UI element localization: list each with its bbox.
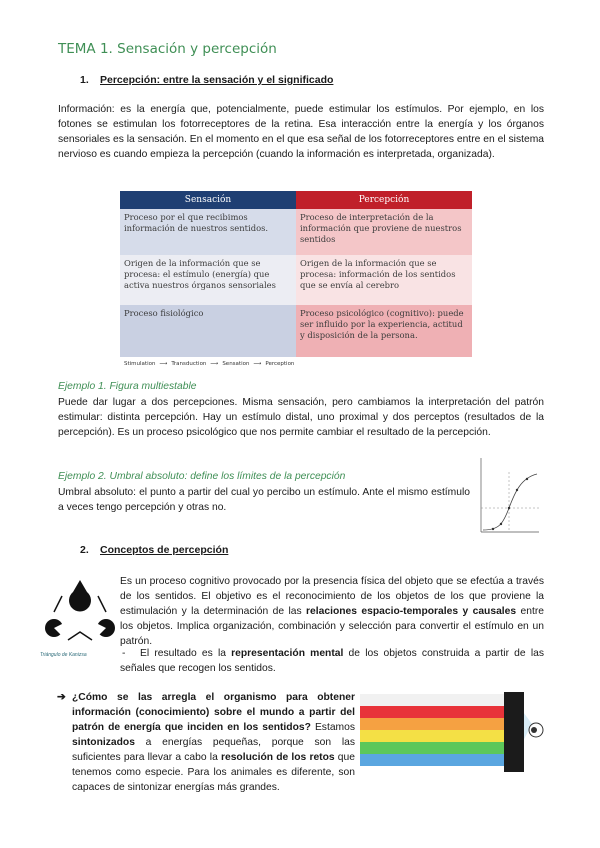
flow-arrow-icon: ⟶ bbox=[210, 361, 219, 367]
flow-perception: Perception bbox=[265, 361, 295, 367]
header-sensation: Sensación bbox=[120, 191, 296, 209]
data-point bbox=[526, 478, 528, 480]
bullet-text-a: El resultado es la bbox=[140, 648, 232, 659]
intro-paragraph: Información: es la energía que, potencialmente, puede estimular los estímulos. Por ejemplo, en los fotones se estimulan los fotorreceptores de la retina. Esa interacción entre la energía y los órganos sensoriales es la sensación. En el momento en el que esa señal de los fotorreceptores entre en el sistema nervioso es cuando empieza la percepción (cuando la información es interpretada, organizada). bbox=[58, 104, 544, 160]
bullet-text-c: de los objetos construida a partir de las señales que recogen los sentidos. bbox=[120, 648, 544, 674]
data-point bbox=[492, 528, 494, 530]
label-column bbox=[504, 692, 524, 772]
concept-paragraph bbox=[120, 574, 544, 649]
example-2-title: Ejemplo 2. Umbral absoluto: define los límites de la percepción bbox=[58, 471, 346, 482]
page-title: TEMA 1. Sensación y percepción bbox=[58, 41, 277, 57]
kanizsa-caption: Triángulo de Kanizsa bbox=[40, 652, 87, 658]
cell-r2-c1: Origen de la información que se procesa: el estímulo (energía) que activa nuestros órganos sensoriales bbox=[120, 255, 296, 305]
question-arrow-icon: ➔ bbox=[57, 692, 66, 703]
cell-r3-c1: Proceso fisiológico bbox=[120, 305, 296, 357]
flow-stimulation: Stimulation bbox=[124, 361, 156, 367]
concept-bullet bbox=[120, 646, 544, 676]
example-1-title: Ejemplo 1. Figura multiestable bbox=[58, 381, 197, 392]
section-2-title: Conceptos de percepción bbox=[100, 544, 229, 556]
kanizsa-triangle-figure bbox=[40, 572, 120, 652]
concept-text-a: Es un proceso cognitivo provocado por la presencia física del objeto que se efectúa a través de los sentidos. El objetivo es el reconocimiento de los objetos de los que proviene la estimulación y la determinación de las bbox=[120, 576, 544, 617]
question-paragraph bbox=[72, 690, 355, 795]
answer-text-bold-1: sintonizados bbox=[72, 737, 135, 748]
header-perception: Percepción bbox=[296, 191, 472, 209]
outline-edge bbox=[54, 596, 62, 612]
cell-r3-c2: Proceso psicológico (cognitivo): puede ser influido por la experiencia, actitud y disposición de la persona. bbox=[296, 305, 472, 357]
psychometric-curve-figure bbox=[473, 452, 543, 542]
section-1-number: 1. bbox=[80, 74, 89, 86]
spectrum-bands bbox=[360, 694, 510, 766]
comparison-table bbox=[120, 191, 472, 357]
flow-sensation: Sensation bbox=[222, 361, 250, 367]
flow-transduction: Transduction bbox=[171, 361, 207, 367]
answer-text-bold-2: resolución de los retos bbox=[220, 752, 335, 763]
section-1-title: Percepción: entre la sensación y el significado bbox=[100, 74, 334, 86]
band-green bbox=[360, 742, 510, 754]
band-orange bbox=[360, 718, 510, 730]
outline-edge bbox=[98, 596, 106, 612]
pacman-top bbox=[69, 580, 91, 611]
concept-text-bold: relaciones espacio-temporales y causales bbox=[306, 606, 517, 617]
cell-r1-c2: Proceso de interpretación de la información que proviene de nuestros sentidos bbox=[296, 209, 472, 255]
flow-arrow-icon: ⟶ bbox=[253, 361, 262, 367]
example-1-text: Puede dar lugar a dos percepciones. Misma sensación, pero cambiamos la interpretación del patrón estimular: distinta percepción. Hay un estímulo distal, uno proximal y dos perceptos (resultados de la percepción). Es un proceso psicológico que nos permite cambiar el resultado de la percepción. bbox=[58, 397, 544, 438]
section-2-number: 2. bbox=[80, 544, 89, 556]
data-point bbox=[508, 507, 510, 509]
psychometric-curve bbox=[483, 474, 537, 530]
band-white bbox=[360, 694, 510, 706]
comparison-figure bbox=[120, 191, 472, 367]
outline-edge bbox=[68, 632, 92, 640]
concept-text-c: entre los objetos. Implica organización, combinación y selección para convertir el estímulo en un patrón. bbox=[120, 606, 544, 647]
data-point bbox=[516, 489, 518, 491]
answer-text-a: Estamos bbox=[310, 722, 355, 733]
band-red bbox=[360, 706, 510, 718]
process-flow bbox=[124, 361, 472, 367]
answer-text-e: que tenemos como especie. Para los animales es diferente, son capaces de sintonizar energías más grandes. bbox=[72, 752, 355, 793]
band-blue bbox=[360, 754, 510, 766]
data-point bbox=[500, 523, 502, 525]
flow-arrow-icon: ⟶ bbox=[159, 361, 168, 367]
section-1-heading bbox=[80, 74, 333, 86]
band-yellow bbox=[360, 730, 510, 742]
eye-pupil-icon bbox=[531, 727, 537, 733]
cell-r1-c1: Proceso por el que recibimos información de nuestros sentidos. bbox=[120, 209, 296, 255]
answer-text-c: a energías pequeñas, porque son las suficientes para llevar a cabo la bbox=[72, 737, 355, 763]
example-2-text: Umbral absoluto: el punto a partir del cual yo percibo un estímulo. Ante el mismo estímulo a veces tengo percepción y otras no. bbox=[58, 487, 470, 513]
question-text: ¿Cómo se las arregla el organismo para obtener información (conocimiento) sobre el mundo a partir del patrón de energía que inciden en los sentidos? bbox=[72, 692, 355, 733]
section-2-heading bbox=[80, 544, 228, 556]
cell-r2-c2: Origen de la información que se procesa: información de los sentidos que se envía al cerebro bbox=[296, 255, 472, 305]
bullet-dash: - bbox=[122, 648, 126, 659]
bullet-text-bold: representación mental bbox=[231, 648, 344, 659]
energy-spectrum-figure bbox=[360, 688, 544, 774]
